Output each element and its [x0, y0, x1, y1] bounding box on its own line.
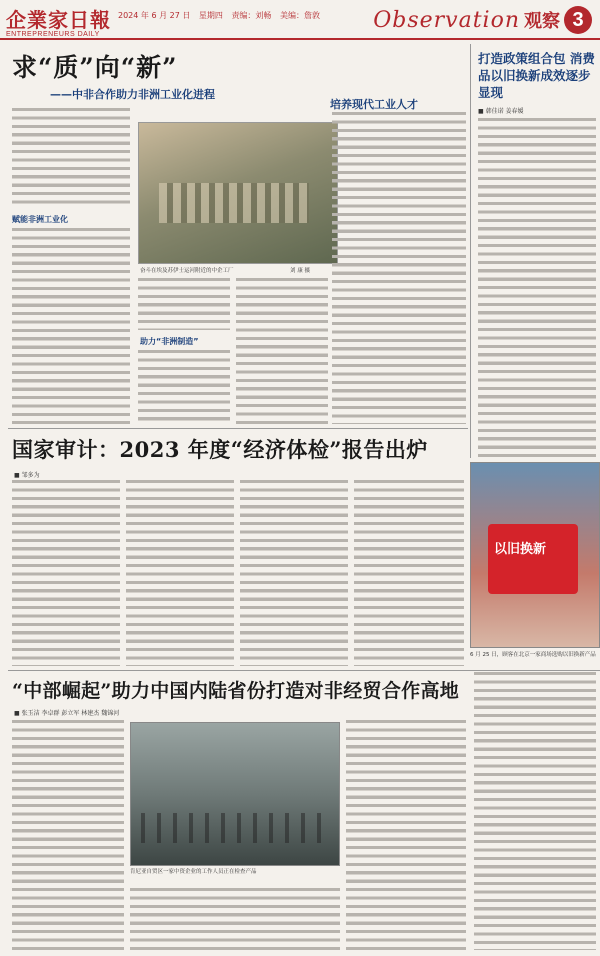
issue-weekday: 星期四 — [198, 11, 223, 20]
article1-text-col2a — [138, 278, 230, 330]
trade-in-sign — [488, 524, 578, 594]
article1-section-head: 赋能非洲工业化 — [12, 215, 68, 224]
trade-in-sign-text: 以旧换新 — [494, 542, 547, 557]
article1-photo-caption: 奋斗在埃及苏伊士运河附近的中企工厂 — [140, 268, 234, 274]
article1-text-col1a — [12, 108, 130, 208]
article2-text-col2 — [126, 480, 234, 666]
article3-title: “中部崛起”助力中国内陆省份打造对非经贸合作高地 — [12, 680, 460, 702]
article1-text-col3 — [236, 278, 328, 424]
article1-photo-author: 刘 康 摄 — [290, 268, 310, 274]
column-divider — [470, 44, 471, 458]
article2-text-col4 — [354, 480, 464, 666]
issue-editor: 责编：刘畅 — [231, 11, 272, 20]
logo-chinese: 企業家日報 — [6, 8, 111, 32]
consumer-photo — [470, 462, 600, 648]
section-label — [373, 2, 592, 38]
article2-title: 国家审计：2023 年度“经济体检”报告出炉 — [12, 437, 428, 462]
article1-subtitle: ——中非合作助力非洲工业化进程 — [50, 88, 215, 101]
issue-designer: 美编：詹敦 — [279, 11, 320, 20]
logo-english: ENTREPRENEURS DAILY — [6, 31, 100, 38]
consumer-photo-caption: 6 月 25 日，顾客在北京一家商场选购以旧换新产品 — [470, 652, 596, 658]
article1-right-head: 培养现代工业人才 — [330, 98, 418, 111]
issue-info — [118, 10, 326, 21]
article3-photo-caption: 肯尼亚自贸区一家中资企业的工作人员正在检查产品 — [130, 869, 257, 875]
issue-date: 2024 年 6 月 27 日 — [118, 11, 191, 20]
article1-title: 求“质”向“新” — [12, 53, 178, 82]
divider-line-2 — [8, 670, 600, 671]
sidebar-title: 打造政策组合包 消费品以旧换新成效逐步显现 — [478, 51, 595, 100]
sidebar-text — [478, 118, 596, 458]
article3-text-col1 — [12, 720, 124, 950]
article3-author: ■ 张玉洁 李卓群 彭立军 林建杰 魏锦河 — [14, 710, 120, 717]
article1-text-col2b — [138, 350, 230, 424]
article3-text-col4 — [474, 672, 596, 950]
article1-text-col4 — [332, 112, 466, 424]
article3-text-col2 — [130, 888, 340, 950]
article2-author: ■ 邹多为 — [14, 472, 40, 479]
article3-photo — [130, 722, 340, 866]
section-english: Observation — [373, 7, 520, 33]
article1-section-head2: 助力“非洲制造” — [140, 337, 199, 346]
divider-line — [8, 428, 468, 429]
article1-photo — [138, 122, 338, 264]
article1-text-col1b — [12, 228, 130, 424]
masthead — [0, 0, 600, 40]
article2-text-col1 — [12, 480, 120, 666]
article2-text-col3 — [240, 480, 348, 666]
article3-text-col3 — [346, 720, 466, 950]
sidebar-author: ■ 韩佳诺 姜春媛 — [478, 108, 524, 115]
newspaper-logo — [6, 4, 111, 38]
section-chinese: 观察 — [524, 11, 560, 32]
page-number-badge: 3 — [564, 6, 592, 34]
